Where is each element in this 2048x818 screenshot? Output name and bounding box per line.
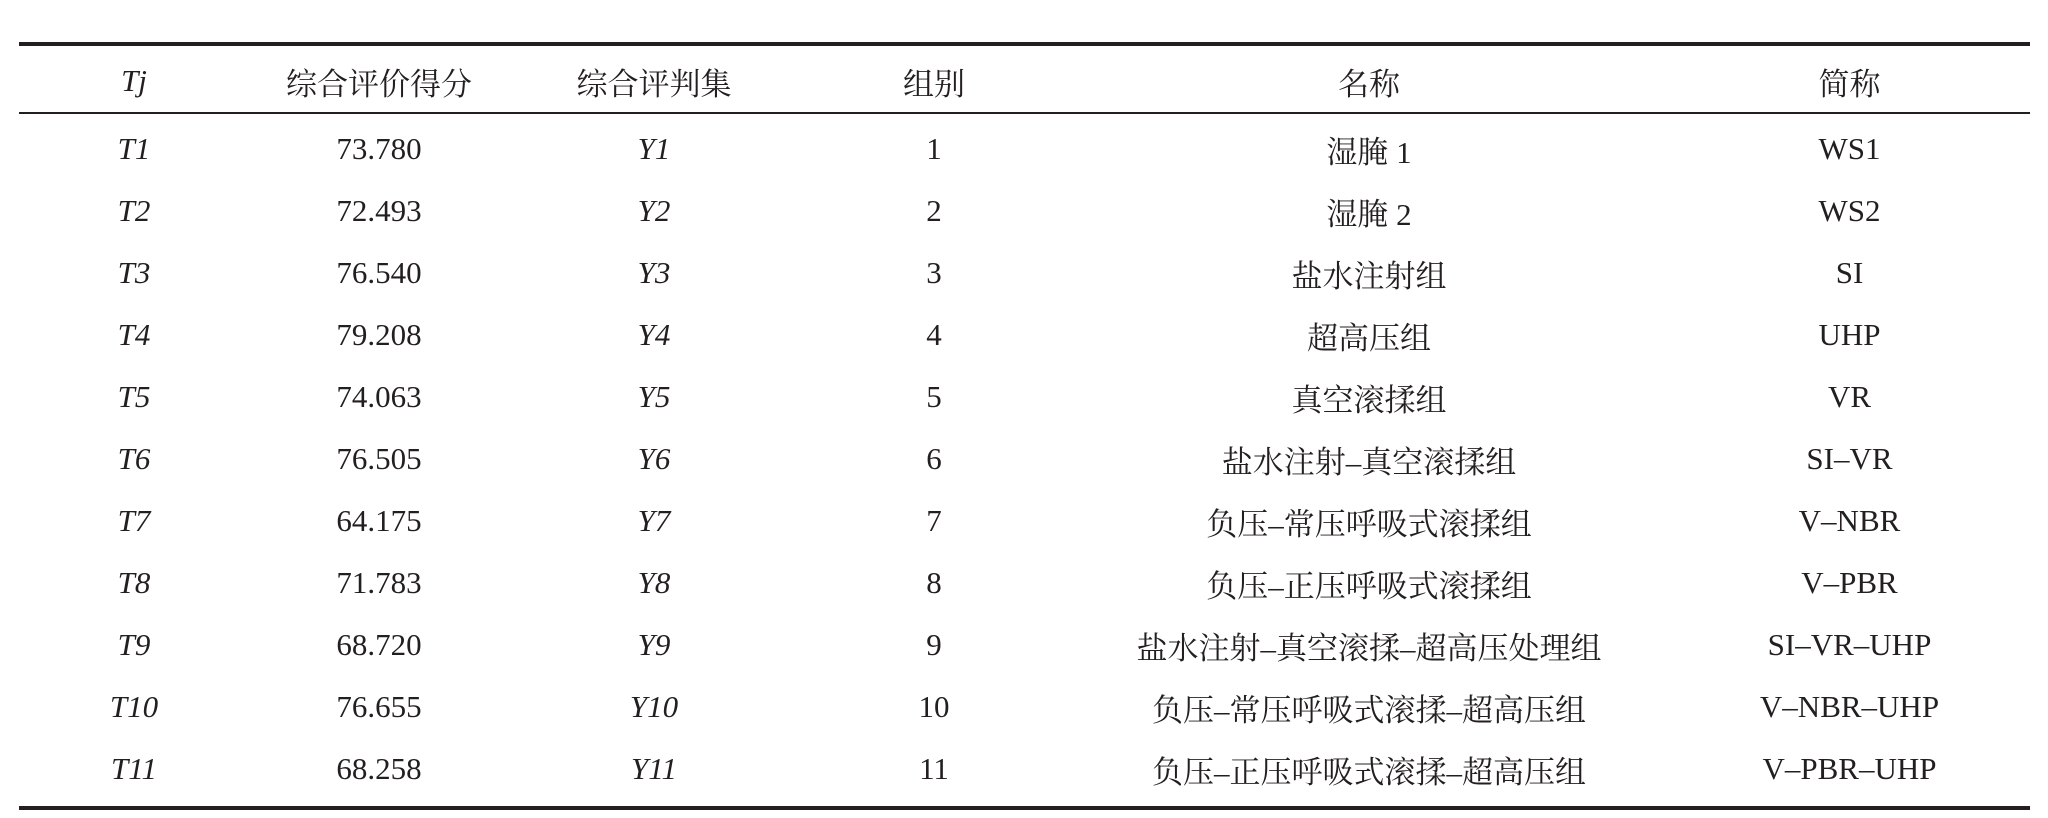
cell-group: 3 xyxy=(926,255,942,290)
cell-abbreviation: V–PBR xyxy=(1801,565,1898,600)
cell-name: 真空滚揉组 xyxy=(1291,382,1447,418)
table-row xyxy=(19,366,2030,428)
table-row xyxy=(19,242,2030,304)
cell-evaluation-set: Y7 xyxy=(637,503,671,538)
table-row xyxy=(19,614,2030,676)
cell-abbreviation: V–PBR–UHP xyxy=(1762,751,1937,786)
cell-evaluation-set: Y9 xyxy=(637,627,671,662)
cell-abbreviation: SI–VR xyxy=(1806,441,1893,476)
cell-score: 74.063 xyxy=(336,379,422,414)
results-table-container xyxy=(19,42,2030,810)
cell-abbreviation: V–NBR–UHP xyxy=(1759,689,1940,724)
cell-abbreviation: SI–VR–UHP xyxy=(1767,627,1932,662)
cell-name: 负压–常压呼吸式滚揉组 xyxy=(1206,506,1532,542)
cell-name: 负压–正压呼吸式滚揉组 xyxy=(1206,568,1532,604)
cell-group: 4 xyxy=(926,317,942,352)
cell-abbreviation: WS2 xyxy=(1818,193,1881,228)
cell-tj: T1 xyxy=(117,131,151,166)
cell-tj: T6 xyxy=(117,441,151,476)
header-row xyxy=(19,44,2030,113)
cell-evaluation-set: Y4 xyxy=(637,317,671,352)
table-row xyxy=(19,490,2030,552)
cell-score: 79.208 xyxy=(336,317,422,352)
cell-group: 2 xyxy=(926,193,942,228)
header-group: 组别 xyxy=(903,66,965,102)
cell-evaluation-set: Y5 xyxy=(637,379,671,414)
cell-tj: T3 xyxy=(117,255,151,290)
table-row xyxy=(19,304,2030,366)
cell-name: 负压–正压呼吸式滚揉–超高压组 xyxy=(1152,754,1586,790)
cell-abbreviation: WS1 xyxy=(1818,131,1881,166)
cell-evaluation-set: Y2 xyxy=(637,193,671,228)
cell-evaluation-set: Y8 xyxy=(637,565,671,600)
table-row xyxy=(19,180,2030,242)
cell-tj: T7 xyxy=(117,503,151,538)
table-row xyxy=(19,738,2030,808)
cell-evaluation-set: Y1 xyxy=(637,131,671,166)
cell-group: 5 xyxy=(926,379,942,414)
cell-score: 76.505 xyxy=(336,441,422,476)
cell-name: 负压–常压呼吸式滚揉–超高压组 xyxy=(1152,692,1586,728)
table-row xyxy=(19,552,2030,614)
cell-score: 68.720 xyxy=(336,627,422,662)
cell-name: 盐水注射–真空滚揉组 xyxy=(1221,444,1517,480)
cell-score: 76.540 xyxy=(336,255,422,290)
header-evaluation-set: 综合评判集 xyxy=(576,66,732,102)
cell-score: 71.783 xyxy=(336,565,422,600)
cell-group: 10 xyxy=(918,689,950,724)
cell-group: 9 xyxy=(926,627,942,662)
header-name: 名称 xyxy=(1338,66,1400,102)
cell-evaluation-set: Y11 xyxy=(631,751,677,786)
table-header xyxy=(19,44,2030,113)
cell-group: 7 xyxy=(926,503,942,538)
cell-tj: T2 xyxy=(117,193,151,228)
cell-score: 76.655 xyxy=(336,689,422,724)
cell-name: 超高压组 xyxy=(1307,320,1431,356)
cell-evaluation-set: Y10 xyxy=(629,689,679,724)
cell-name: 盐水注射–真空滚揉–超高压处理组 xyxy=(1136,630,1602,666)
cell-tj: T5 xyxy=(117,379,151,414)
cell-abbreviation: UHP xyxy=(1818,317,1881,352)
cell-tj: T4 xyxy=(117,317,151,352)
cell-tj: T9 xyxy=(117,627,151,662)
cell-evaluation-set: Y6 xyxy=(637,441,671,476)
results-table xyxy=(19,42,2030,810)
cell-group: 8 xyxy=(926,565,942,600)
cell-abbreviation: VR xyxy=(1827,379,1872,414)
table-row xyxy=(19,428,2030,490)
table-row xyxy=(19,113,2030,180)
table-row xyxy=(19,676,2030,738)
cell-tj: T8 xyxy=(117,565,151,600)
cell-tj: T11 xyxy=(111,751,157,786)
cell-score: 73.780 xyxy=(336,131,422,166)
cell-name: 盐水注射组 xyxy=(1291,258,1447,294)
cell-score: 64.175 xyxy=(336,503,422,538)
cell-name: 湿腌 1 xyxy=(1326,134,1412,170)
header-score: 综合评价得分 xyxy=(286,66,472,102)
cell-group: 1 xyxy=(926,131,942,166)
cell-group: 6 xyxy=(926,441,942,476)
table-body xyxy=(19,113,2030,808)
cell-name: 湿腌 2 xyxy=(1326,196,1412,232)
header-tj: Tj xyxy=(121,63,147,98)
cell-abbreviation: V–NBR xyxy=(1798,503,1901,538)
cell-score: 68.258 xyxy=(336,751,422,786)
cell-abbreviation: SI xyxy=(1835,255,1864,290)
header-abbreviation: 简称 xyxy=(1818,66,1881,102)
cell-tj: T10 xyxy=(109,689,159,724)
cell-score: 72.493 xyxy=(336,193,422,228)
cell-group: 11 xyxy=(919,751,949,786)
cell-evaluation-set: Y3 xyxy=(637,255,671,290)
